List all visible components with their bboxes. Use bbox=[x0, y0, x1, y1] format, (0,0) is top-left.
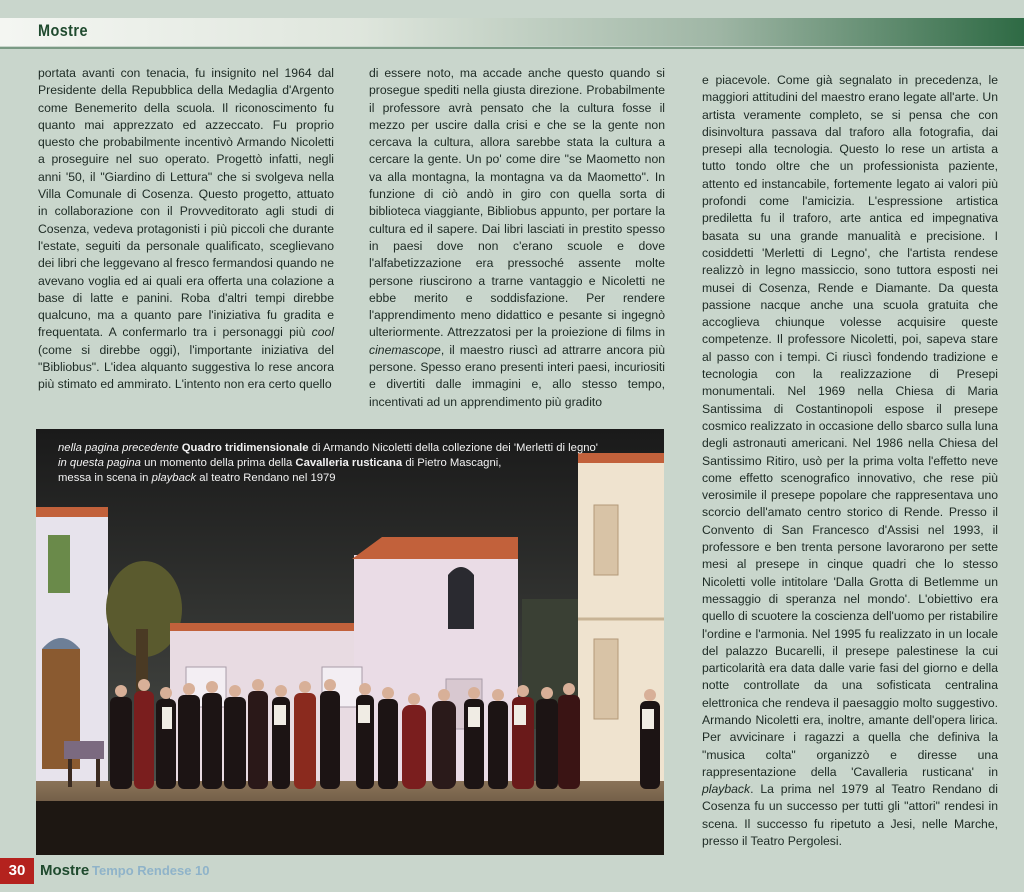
column-1-text: portata avanti con tenacia, fu insignito nel 1964 dal Presidente della Repubblica della Medaglia d'Argento come Benemerito della scuola. Il riconoscimento fu quanto mai apprezzato ed azzeccato. Fu proprio questo che probabilmente incentivò Armando Nicoletti a proseguire nel suo operato. Progettò infatti, negli anni '50, il "Giardino di Lettura" che si svolgeva nella Villa Comunale di Cosenza. Questo progetto, attuato in collaborazione con il Provveditorato agli studi di Cosenza, vedeva protagonisti i più piccoli che durante l'estate, seguiti da personale qualificato, sceglievano dei libri che leggevano al fresco fermandosi quando ne avevano voglia ed ai quali era offerta una colazione a base di latte e panini. Roba d'altri tempi direbbe qualcuno, ma a quanto pare l'iniziativa fu gradita e frequentata. A confermarlo tra i personaggi più bbox=[38, 66, 334, 340]
column-1-paragraph bbox=[38, 65, 334, 394]
stage-scene-illustration bbox=[36, 429, 664, 855]
caption-2d: di Pietro Mascagni, bbox=[405, 457, 502, 469]
text-column-1 bbox=[38, 65, 334, 394]
header-divider bbox=[0, 47, 1024, 49]
caption-line-3 bbox=[58, 471, 648, 486]
column-2-paragraph bbox=[369, 65, 665, 411]
caption-1b: Quadro tridimensionale bbox=[181, 442, 309, 454]
photo-caption bbox=[58, 441, 648, 486]
column-2-text: di essere noto, ma accade anche questo quando si prosegue spediti nella giusta direzione. Probabilmente il professore avrà pensato che la cultura fosse il mezzo per uscire dalla crisi e che se la gente non cercava la cultura, allora sarebbe stata la cultura a cercare la gente. Un po' come dire "se Maometto non va alla montagna, la montagna va da Maometto". In funzione di ciò andò in giro con quella sorta di biblioteca viaggiante, Bibliobus appunto, per portare la cultura ed il sapere. Dai libri lasciati in prestito spesso in paesi dove non c'erano scuole e dove l'alfabetizzazione era pressoché assente molte persone riuscirono a trarne vantaggio e Nicoletti ne ebbe merito e soddisfazione. Per rendere l'apprendimento meno didattico e pesante si ingegnò ulteriormente. Attrezzatosi per la proiezione di films in bbox=[369, 66, 665, 340]
caption-1a: nella pagina precedente bbox=[58, 442, 179, 454]
theatre-photo bbox=[36, 429, 664, 855]
caption-3a: messa in scena in bbox=[58, 472, 149, 484]
page-footer bbox=[0, 858, 1024, 886]
column-1-italic-cool: cool bbox=[311, 325, 334, 340]
header-band bbox=[0, 18, 1024, 46]
footer-section-name: Mostre bbox=[40, 862, 90, 879]
column-3-text-end: . La prima nel 1979 al Teatro Rendano di Cosenza fu un successo per tutti gli "attori" rendesi in scena. Il successo fu ripetuto a Jesi, nelle Marche, presso il Teatro Pergolesi. bbox=[702, 782, 998, 849]
caption-1c: di Armando Nicoletti della collezione dei 'Merletti di legno' bbox=[311, 442, 598, 454]
column-2-text-end: , il maestro riuscì ad attrarre ancora più persone. Spesso erano presenti interi paesi, incuriositi e divertiti dalle immagini e, allo stesso tempo, incentivati ad un apprendimento più gradito bbox=[369, 342, 665, 409]
caption-line-1 bbox=[58, 441, 648, 456]
column-2-italic-cinemascope: cinemascope bbox=[369, 342, 441, 357]
caption-3b: playback bbox=[151, 472, 197, 484]
caption-3c: al teatro Rendano nel 1979 bbox=[199, 472, 336, 484]
text-column-2 bbox=[369, 65, 665, 411]
caption-2b: un momento della prima della bbox=[144, 457, 293, 469]
caption-line-2 bbox=[58, 456, 648, 471]
column-3-text: e piacevole. Come già segnalato in precedenza, le maggiori attitudini del maestro erano legate all'arte. Un artista veramente completo, se si pensa che con disinvoltura passava dal traforo alla fotografia, dai presepi alla tecnologia. Questo lo rese un artista a tutto tondo oltre che un professionista paziente, attento ed instancabile, fortemente legato ai valori più profondi come l'amicizia. L'espressione artistica prediletta fu il traforo, arte antica ed impegnativa basata su una grande manualità e precisione. I cosiddetti 'Merletti di Legno', che l'artista rendese realizzò in legno massiccio, sono tuttora esposti nei musei di Cosenza, Rende e Diamante. Da questa passione nacque anche una scuola gratuita che accoglieva chiunque volesse acquisire queste competenze. Il professore Nicoletti, poi, sapeva stare al passo con i tempi. Ci riuscì fondendo tradizione e tecnologia con la realizzazione di Presepi monumentali. Nel 1969 nella Chiesa di Maria Santissima di Costantinopoli espose il presepe cosmico realizzato in occasione dello sbarco sulla luna degli astronauti americani. Nel 1986 nella Chiesa del Santissimo Ritiro, usò per la prima volta l'effetto neve come effetto scenografico innovativo, che rese più verosimile il presepe popolare che rappresentava uno scorcio dell'amato centro storico di Rende. Presso il Convento di San Francesco d'Assisi nel 1993, il professore e ben trenta persone lavorarono per sette mesi al presepe in cinque quadri che lo stesso Nicoletti volle intitolare 'Dalla Grotta di Betlemme un messaggio di speranza nel mondo'. L'obiettivo era quello di scuotere la coscienza dell'uomo per ristabilire l'ordine e l'armonia. Nel 1995 fu realizzato in un locale del palazzo Bucarelli, il presepe palestinese la cui particolarità era data dalle varie fasi del giorno e della notte controllate da una sofisticata centralina elettronica che rendeva il paesaggio molto suggestivo. Armando Nicoletti era, inoltre, amante dell'opera lirica. Per avvicinare i ragazzi a quella che definiva la "musica colta" organizzò e diresse una rappresentazione della 'Cavalleria rusticana' in bbox=[702, 73, 998, 779]
column-3-paragraph bbox=[702, 72, 998, 850]
caption-2a: in questa pagina bbox=[58, 457, 141, 469]
footer-magazine-name: Tempo Rendese 10 bbox=[92, 863, 210, 878]
column-3-italic-playback: playback bbox=[702, 782, 751, 797]
caption-2c: Cavalleria rusticana bbox=[295, 457, 403, 469]
column-1-text-end: (come si direbbe oggi), l'importante iniziativa del "Bibliobus". L'idea alquanto suggestiva lo rese ancora più stimato ed ammirato. L'intento non era certo quello bbox=[38, 342, 334, 392]
text-column-3 bbox=[702, 72, 998, 850]
section-title: Mostre bbox=[38, 21, 88, 40]
page-number: 30 bbox=[0, 858, 34, 884]
